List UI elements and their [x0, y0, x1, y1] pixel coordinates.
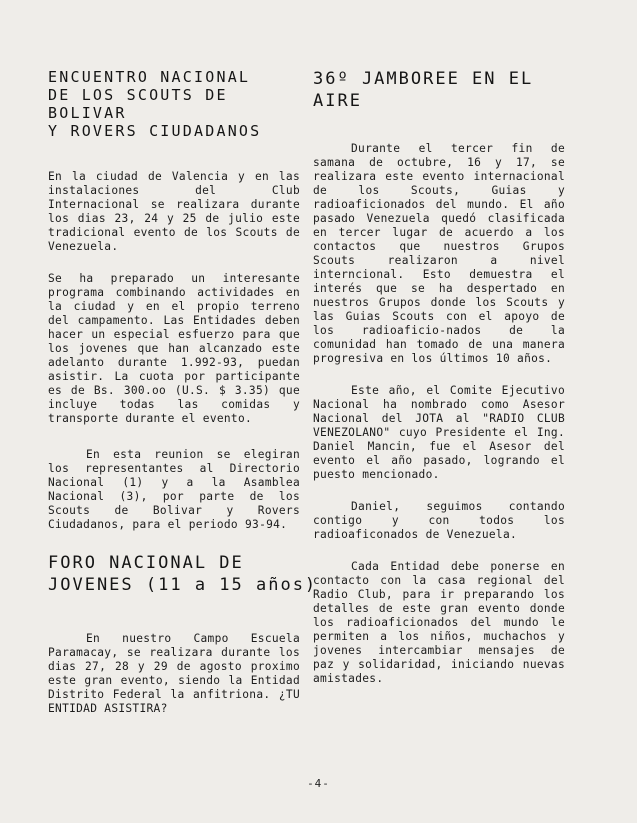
- heading-line: Y ROVERS CIUDADANOS: [48, 122, 262, 140]
- heading-line: JOVENES (11 a 15 años): [48, 575, 318, 595]
- encuentro-nacional-heading: [48, 68, 300, 140]
- left-column: [48, 68, 318, 716]
- jamboree-paragraph-3: Daniel, seguimos contando contigo y con todos los radioaficonados de Venezuela.: [313, 500, 565, 541]
- right-column: [313, 68, 565, 686]
- heading-line: ENCUENTRO NACIONAL: [48, 68, 251, 86]
- jamboree-heading: [313, 68, 565, 112]
- heading-line: FORO NACIONAL DE: [48, 553, 244, 573]
- heading-line: 36º JAMBOREE EN EL: [313, 69, 534, 89]
- encuentro-paragraph-2: Se ha preparado un interesante programa combinando actividades en la ciudad y en el propio terreno del campamento. Las Entidades deben hacer un especial esfuerzo para que los jovenes que han alcanzado este adelanto durante 1.992-93, puedan asistir. La cuota por participante es de Bs. 300.oo (U.S. $ 3.35) que incluye todas las comidas y transporte durante el evento.: [48, 272, 300, 425]
- encuentro-paragraph-1: En la ciudad de Valencia y en las instalaciones del Club Internacional se realizara durante los dias 23, 24 y 25 de julio este tradicional evento de los Scouts de Venezuela.: [48, 170, 300, 253]
- jamboree-paragraph-1: Durante el tercer fin de samana de octubre, 16 y 17, se realizara este evento internacional de los Scouts, Guias y radioaficionados del mundo. El año pasado Venezuela quedó clasificada en tercer lugar de acuerdo a los contactos que nuestros Grupos Scouts realizaron a nivel interncional. Esto demuestra el interés que se ha despertado en nuestros Grupos donde los Scouts y las Guias Scouts con el apoyo de los radioaficio-nados de la comunidad han tomado de una manera progresiva en los últimos 10 años.: [313, 142, 565, 365]
- foro-paragraph: En nuestro Campo Escuela Paramacay, se realizara durante los dias 27, 28 y 29 de agosto proximo este gran evento, siendo la Entidad Distrito Federal la anfitriona. ¿TU ENTIDAD ASISTIRA?: [48, 632, 300, 715]
- foro-nacional-heading: [48, 552, 318, 596]
- jamboree-paragraph-2: Este año, el Comite Ejecutivo Nacional ha nombrado como Asesor Nacional del JOTA al "RADIO CLUB VENEZOLANO" cuyo Presidente el Ing. Daniel Mancin, fue el Asesor del evento el año pasado, logrando el puesto mencionado.: [313, 384, 565, 481]
- heading-line: DE LOS SCOUTS DE: [48, 86, 228, 104]
- heading-line: AIRE: [313, 91, 362, 111]
- encuentro-paragraph-3: En esta reunion se elegiran los representantes al Directorio Nacional (1) y a la Asamblea Nacional (3), por parte de los Scouts de Bolivar y Rovers Ciudadanos, para el periodo 93-94.: [48, 448, 300, 531]
- jamboree-paragraph-4: Cada Entidad debe ponerse en contacto con la casa regional del Radio Club, para ir preparando los detalles de este gran evento donde los radioaficionados del mundo le permiten a los niños, muchachos y jovenes intercambiar mensajes de paz y solidaridad, iniciando nuevas amistades.: [313, 560, 565, 685]
- heading-line: BOLIVAR: [48, 104, 127, 122]
- page-number: -4-: [307, 777, 330, 790]
